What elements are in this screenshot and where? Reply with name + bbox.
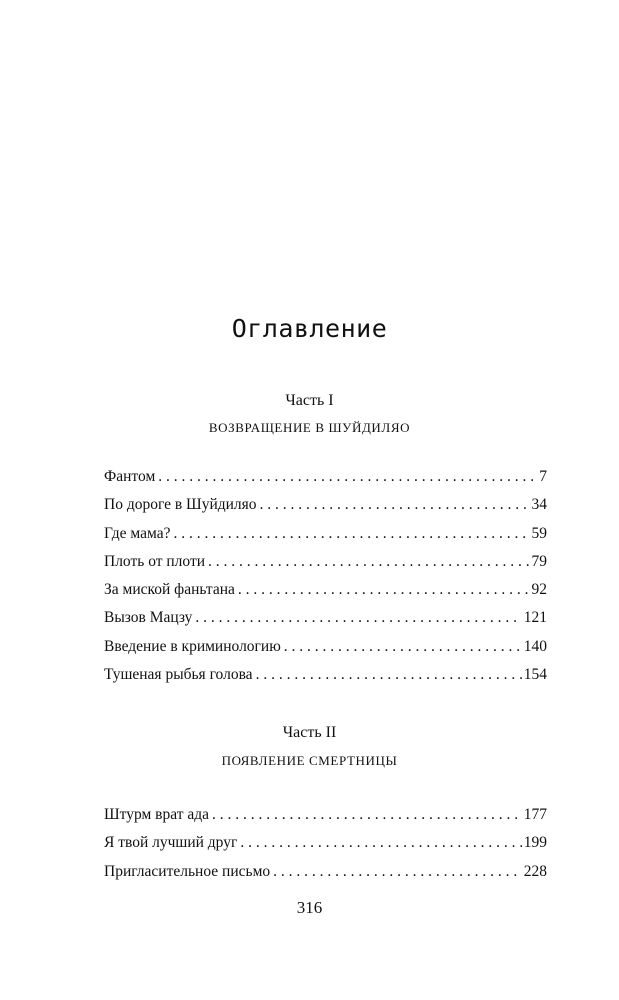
toc-entry-title: Пригласительное письмо bbox=[104, 862, 271, 880]
toc-entry-page: 34 bbox=[531, 496, 547, 514]
dot-leader bbox=[195, 609, 521, 627]
page-number: 316 bbox=[296, 898, 323, 917]
dot-leader bbox=[238, 581, 530, 599]
page-title: Оглавление bbox=[231, 314, 388, 343]
part-1-label: Часть I bbox=[285, 392, 334, 409]
toc-entry[interactable] bbox=[104, 525, 547, 553]
toc-entry-page: 92 bbox=[531, 581, 547, 599]
dot-leader bbox=[212, 806, 522, 824]
toc-entry-page: 199 bbox=[523, 834, 547, 852]
dot-leader bbox=[284, 638, 522, 656]
toc-entry-page: 7 bbox=[539, 468, 547, 485]
toc-entry[interactable] bbox=[104, 609, 547, 637]
part-2-label: Часть II bbox=[282, 724, 337, 741]
toc-entry-title: Где мама? bbox=[104, 524, 171, 542]
toc-entry-title: Введение в криминологию bbox=[104, 637, 281, 655]
dot-leader bbox=[158, 468, 537, 486]
toc-entry[interactable] bbox=[104, 863, 547, 891]
toc-entry-title: Фантом bbox=[104, 468, 156, 485]
toc-entry[interactable] bbox=[104, 468, 547, 496]
dot-leader bbox=[208, 553, 529, 571]
toc-entry-title: Тушеная рыбья голова bbox=[104, 666, 253, 684]
toc-entry-title: За миской фаньтана bbox=[104, 581, 235, 599]
toc-entry[interactable] bbox=[104, 834, 547, 862]
dot-leader bbox=[273, 863, 522, 881]
toc-entry[interactable] bbox=[104, 553, 547, 581]
toc-entry[interactable] bbox=[104, 666, 547, 694]
toc-entry-page: 140 bbox=[523, 637, 547, 655]
toc-entry[interactable] bbox=[104, 806, 547, 834]
part-1-subtitle: ВОЗВРАЩЕНИЕ В ШУЙДИЛЯО bbox=[208, 420, 411, 435]
toc-entry-page: 228 bbox=[523, 862, 547, 880]
toc-entry[interactable] bbox=[104, 496, 547, 524]
dot-leader bbox=[240, 834, 521, 852]
toc-entry-page: 59 bbox=[531, 524, 547, 542]
toc-entry-title: Я твой лучший друг bbox=[104, 834, 238, 852]
toc-entry[interactable] bbox=[104, 581, 547, 609]
part-2-entries bbox=[104, 806, 547, 891]
toc-entry-title: Вызов Мацзу bbox=[104, 609, 193, 627]
toc-entry-title: Плоть от плоти bbox=[104, 552, 206, 570]
dot-leader bbox=[173, 525, 529, 543]
toc-entry-title: По дороге в Шуйдиляо bbox=[104, 496, 257, 514]
toc-entry-page: 154 bbox=[523, 666, 547, 684]
part-2-subtitle: ПОЯВЛЕНИЕ СМЕРТНИЦЫ bbox=[221, 753, 398, 768]
toc-entry[interactable] bbox=[104, 638, 547, 666]
toc-entry-title: Штурм врат ада bbox=[104, 806, 209, 823]
toc-entry-page: 177 bbox=[523, 806, 547, 823]
toc-entry-page: 121 bbox=[523, 609, 547, 627]
dot-leader bbox=[256, 666, 522, 684]
toc-entry-page: 79 bbox=[531, 552, 547, 570]
part-1-entries bbox=[104, 468, 547, 694]
dot-leader bbox=[260, 496, 530, 514]
